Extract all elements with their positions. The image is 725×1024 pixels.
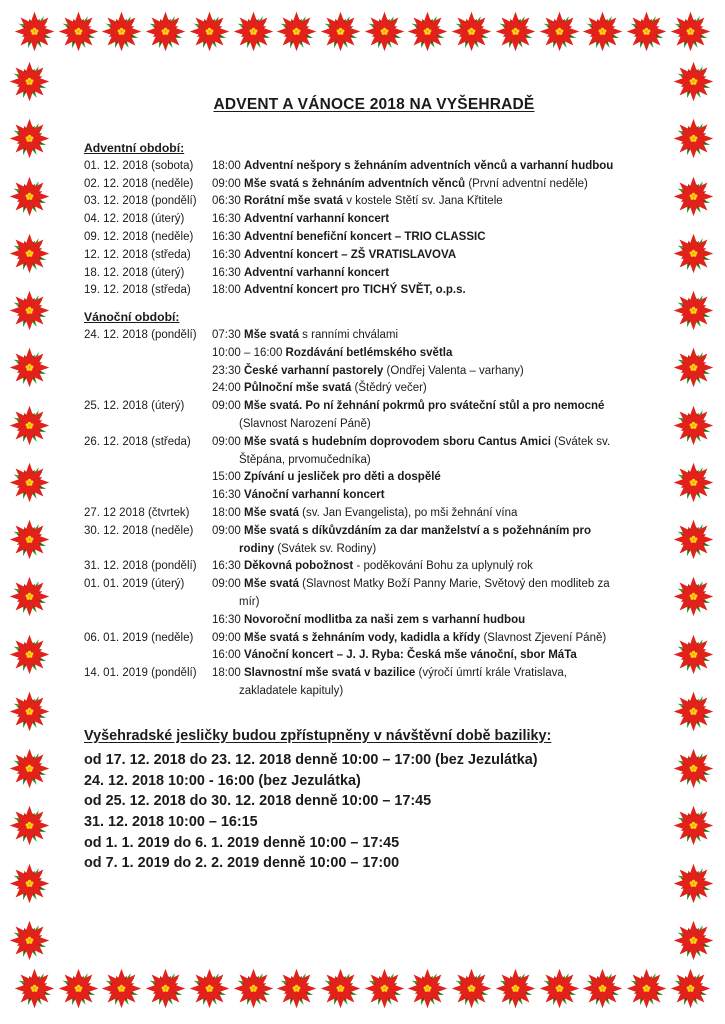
poinsettia-icon: [8, 346, 51, 389]
poinsettia-icon: [57, 967, 100, 1010]
schedule-row: [84, 158, 664, 176]
event-line: [212, 452, 664, 470]
event-cell: [212, 282, 664, 300]
event-title-text: Adventní benefiční koncert – TRIO CLASSIC: [243, 230, 486, 243]
schedule-row: [84, 193, 664, 211]
event-detail-text: 16:30: [212, 613, 244, 626]
poinsettia-icon: [669, 10, 712, 53]
event-detail-text: 15:00: [212, 471, 244, 484]
event-title-text: rodiny: [239, 542, 275, 555]
event-cell: [212, 265, 664, 283]
poinsettia-icon: [57, 10, 100, 53]
event-cell: [212, 434, 664, 505]
event-cell: [212, 576, 664, 629]
poinsettia-icon: [8, 575, 51, 618]
event-line: [212, 247, 664, 265]
poinsettia-icon: [672, 404, 715, 447]
poinsettia-icon: [672, 575, 715, 618]
poinsettia-icon: [188, 967, 231, 1010]
date-cell: 12. 12. 2018 (středa): [84, 248, 191, 261]
visiting-heading: Vyšehradské jesličky budou zpřístupněny v návštěvní době baziliky:: [84, 727, 552, 744]
event-detail-text: 09:00: [212, 400, 244, 413]
event-line: [212, 576, 664, 594]
section-heading: Vánoční období:: [84, 310, 180, 325]
date-cell: 09. 12. 2018 (neděle): [84, 230, 194, 243]
schedule-row: [84, 282, 664, 300]
event-line: [212, 158, 664, 176]
schedule-section: [84, 140, 664, 300]
event-detail-text: (Slavnost Matky Boží Panny Marie, Světový den modliteb za: [298, 578, 610, 591]
event-detail-text: 07:30: [212, 328, 244, 341]
event-detail-text: v kostele Stětí sv. Jana Křtitele: [343, 195, 503, 208]
poinsettia-icon: [232, 967, 275, 1010]
visiting-line: 31. 12. 2018 10:00 – 16:15: [84, 814, 258, 831]
event-title-text: Půlnoční mše svatá: [243, 382, 352, 395]
event-title-text: Mše svatá s díkůvzdáním za dar manželství a s požehnáním pro: [243, 524, 592, 537]
event-title-text: Adventní koncert – ZŠ VRATISLAVOVA: [243, 248, 457, 261]
poinsettia-icon: [669, 967, 712, 1010]
border-top: [13, 10, 712, 55]
event-cell: [212, 505, 664, 523]
event-line: [212, 363, 664, 381]
poinsettia-icon: [406, 967, 449, 1010]
schedule-row: [84, 176, 664, 194]
border-right: [672, 60, 717, 962]
schedule-row: [84, 665, 664, 701]
poinsettia-icon: [8, 804, 51, 847]
event-title-text: Mše svatá s hudebním doprovodem sboru Cantus Amici: [243, 435, 551, 448]
event-cell: [212, 176, 664, 194]
visiting-hours: [84, 726, 664, 874]
event-detail-text: 09:00: [212, 524, 244, 537]
visiting-line: od 1. 1. 2019 do 6. 1. 2019 denně 10:00 – 17:45: [84, 834, 400, 851]
event-detail-text: 23:30: [212, 364, 244, 377]
event-detail-text: 16:30: [212, 560, 244, 573]
event-title-text: Mše svatá: [243, 578, 299, 591]
event-title-text: Vánoční varhanní koncert: [243, 489, 385, 502]
poinsettia-icon: [672, 232, 715, 275]
event-detail-text: mír): [239, 595, 260, 608]
poinsettia-icon: [8, 117, 51, 160]
poinsettia-icon: [581, 10, 624, 53]
event-cell: [212, 193, 664, 211]
event-detail-text: 16:30: [212, 230, 244, 243]
date-cell: 24. 12. 2018 (pondělí): [84, 328, 197, 341]
poinsettia-icon: [8, 60, 51, 103]
event-cell: [212, 211, 664, 229]
poinsettia-icon: [672, 346, 715, 389]
poinsettia-icon: [8, 862, 51, 905]
event-cell: [212, 158, 664, 176]
event-cell: [212, 665, 664, 701]
event-line: [212, 176, 664, 194]
event-line: [212, 327, 664, 345]
date-cell: 06. 01. 2019 (neděle): [84, 631, 194, 644]
event-title-text: Děkovná pobožnost: [243, 560, 354, 573]
schedule-row: [84, 265, 664, 283]
poinsettia-icon: [672, 175, 715, 218]
event-detail-text: 16:00: [212, 649, 244, 662]
schedule-row: [84, 523, 664, 559]
date-cell: 31. 12. 2018 (pondělí): [84, 560, 197, 573]
poinsettia-icon: [672, 117, 715, 160]
date-cell: 03. 12. 2018 (pondělí): [84, 195, 197, 208]
poinsettia-icon: [8, 747, 51, 790]
poinsettia-icon: [672, 747, 715, 790]
event-line: [212, 505, 664, 523]
event-detail-text: 16:30: [212, 489, 244, 502]
poinsettia-icon: [494, 10, 537, 53]
event-detail-text: (Ondřej Valenta – varhany): [383, 364, 524, 377]
poinsettia-icon: [8, 404, 51, 447]
event-line: [212, 594, 664, 612]
event-detail-text: s ranními chválami: [298, 328, 399, 341]
event-detail-text: (Štědrý večer): [351, 382, 427, 395]
border-left: [8, 60, 53, 962]
visiting-line: 24. 12. 2018 10:00 - 16:00 (bez Jezulátka): [84, 772, 361, 789]
poinsettia-icon: [672, 60, 715, 103]
event-detail-text: 16:30: [212, 266, 244, 279]
poinsettia-icon: [100, 967, 143, 1010]
event-detail-text: Štěpána, prvomučedníka): [239, 453, 371, 466]
event-line: [212, 416, 664, 434]
event-title-text: Mše svatá s žehnáním vody, kadidla a křídy: [243, 631, 481, 644]
date-cell: 27. 12 2018 (čtvrtek): [84, 506, 190, 519]
event-title-text: Mše svatá s žehnáním adventních věnců: [243, 177, 466, 190]
event-detail-text: (Slavnost Zjevení Páně): [480, 631, 607, 644]
event-detail-text: 09:00: [212, 177, 244, 190]
schedule-row: [84, 229, 664, 247]
event-line: [212, 345, 664, 363]
poinsettia-icon: [581, 967, 624, 1010]
content: [84, 96, 664, 874]
event-line: [212, 398, 664, 416]
date-cell: 14. 01. 2019 (pondělí): [84, 667, 197, 680]
event-line: [212, 265, 664, 283]
event-title-text: Slavnostní mše svatá v bazilice: [243, 667, 416, 680]
poinsettia-icon: [625, 10, 668, 53]
event-title-text: Mše svatá. Po ní žehnání pokrmů pro sváteční stůl a pro nemocné: [243, 400, 605, 413]
event-title-text: Adventní varhanní koncert: [243, 266, 390, 279]
poinsettia-icon: [363, 967, 406, 1010]
border-bottom: [13, 967, 712, 1012]
visiting-line: od 25. 12. 2018 do 30. 12. 2018 denně 10:00 – 17:45: [84, 793, 432, 810]
date-cell: 18. 12. 2018 (úterý): [84, 266, 185, 279]
section-heading: Adventní období:: [84, 141, 185, 155]
event-detail-text: 24:00: [212, 382, 244, 395]
event-detail-text: 16:30: [212, 213, 244, 226]
event-title-text: Vánoční koncert – J. J. Ryba: Česká mše vánoční, sbor MáTa: [243, 649, 577, 662]
poinsettia-icon: [8, 518, 51, 561]
event-line: [212, 541, 664, 559]
date-cell: 26. 12. 2018 (středa): [84, 435, 191, 448]
poinsettia-icon: [144, 967, 187, 1010]
date-cell: 30. 12. 2018 (neděle): [84, 524, 194, 537]
event-detail-text: 09:00: [212, 578, 244, 591]
event-detail-text: 16:30: [212, 248, 244, 261]
event-line: [212, 469, 664, 487]
event-detail-text: (Slavnost Narození Páně): [239, 417, 371, 430]
event-line: [212, 434, 664, 452]
event-title-text: Novoroční modlitba za naši zem s varhanní hudbou: [243, 613, 526, 626]
event-title-text: Zpívání u jesliček pro děti a dospělé: [243, 471, 441, 484]
poinsettia-icon: [672, 690, 715, 733]
event-cell: [212, 398, 664, 434]
schedule-row: [84, 576, 664, 629]
event-detail-text: zakladatele kapituly): [239, 684, 344, 697]
event-title-text: Mše svatá: [243, 506, 299, 519]
event-cell: [212, 630, 664, 666]
poinsettia-icon: [275, 967, 318, 1010]
poinsettia-icon: [672, 919, 715, 962]
event-title-text: Adventní koncert pro TICHÝ SVĚT, o.p.s.: [243, 284, 466, 297]
poinsettia-icon: [538, 10, 581, 53]
event-title-text: České varhanní pastorely: [243, 364, 384, 377]
poinsettia-icon: [100, 10, 143, 53]
event-line: [212, 229, 664, 247]
event-line: [212, 630, 664, 648]
event-detail-text: (Svátek sv. Rodiny): [274, 542, 377, 555]
poinsettia-icon: [672, 862, 715, 905]
event-line: [212, 647, 664, 665]
poinsettia-icon: [275, 10, 318, 53]
event-cell: [212, 229, 664, 247]
poinsettia-icon: [8, 232, 51, 275]
schedule-row: [84, 630, 664, 666]
poinsettia-icon: [8, 690, 51, 733]
event-title-text: Adventní varhanní koncert: [243, 213, 390, 226]
event-detail-text: (Svátek sv.: [550, 435, 611, 448]
schedule-row: [84, 558, 664, 576]
event-title-text: Rorátní mše svatá: [243, 195, 344, 208]
poinsettia-icon: [8, 633, 51, 676]
event-detail-text: (výročí úmrtí krále Vratislava,: [415, 667, 567, 680]
poinsettia-icon: [672, 289, 715, 332]
event-cell: [212, 247, 664, 265]
event-title-text: Mše svatá: [243, 328, 299, 341]
event-detail-text: 18:00: [212, 667, 244, 680]
date-cell: 01. 01. 2019 (úterý): [84, 578, 185, 591]
poinsettia-icon: [625, 967, 668, 1010]
poinsettia-icon: [144, 10, 187, 53]
poinsettia-icon: [363, 10, 406, 53]
event-line: [212, 683, 664, 701]
date-cell: 04. 12. 2018 (úterý): [84, 213, 185, 226]
page-title: ADVENT A VÁNOCE 2018 NA VYŠEHRADĚ: [213, 96, 535, 113]
schedule-row: [84, 247, 664, 265]
date-cell: 01. 12. 2018 (sobota): [84, 159, 194, 172]
event-line: [212, 558, 664, 576]
poinsettia-icon: [188, 10, 231, 53]
event-line: [212, 211, 664, 229]
event-cell: [212, 523, 664, 559]
poinsettia-icon: [672, 461, 715, 504]
event-detail-text: 18:00: [212, 506, 244, 519]
schedule-row: [84, 398, 664, 434]
schedule-row: [84, 327, 664, 398]
poinsettia-icon: [319, 10, 362, 53]
poinsettia-icon: [13, 10, 56, 53]
poinsettia-icon: [672, 804, 715, 847]
poinsettia-icon: [672, 633, 715, 676]
schedule-sections: [84, 140, 664, 701]
schedule-row: [84, 505, 664, 523]
poinsettia-icon: [8, 919, 51, 962]
date-cell: 02. 12. 2018 (neděle): [84, 177, 194, 190]
event-detail-text: 10:00 – 16:00: [212, 346, 286, 359]
poinsettia-icon: [494, 967, 537, 1010]
event-detail-text: 06:30: [212, 195, 244, 208]
event-line: [212, 612, 664, 630]
event-detail-text: 09:00: [212, 631, 244, 644]
poinsettia-icon: [319, 967, 362, 1010]
event-detail-text: - poděkování Bohu za uplynulý rok: [353, 560, 533, 573]
poinsettia-icon: [8, 289, 51, 332]
event-line: [212, 193, 664, 211]
event-line: [212, 380, 664, 398]
schedule-row: [84, 434, 664, 505]
schedule-section: [84, 309, 664, 701]
poinsettia-icon: [538, 967, 581, 1010]
poinsettia-icon: [232, 10, 275, 53]
event-detail-text: (První adventní neděle): [465, 177, 588, 190]
visiting-line: od 17. 12. 2018 do 23. 12. 2018 denně 10:00 – 17:00 (bez Jezulátka): [84, 752, 538, 769]
visiting-lines: [84, 750, 664, 874]
event-detail-text: 18:00: [212, 159, 244, 172]
poinsettia-icon: [450, 10, 493, 53]
event-line: [212, 282, 664, 300]
poinsettia-icon: [13, 967, 56, 1010]
event-title-text: Adventní nešpory s žehnáním adventních věnců a varhanní hudbou: [243, 159, 614, 172]
visiting-line: od 7. 1. 2019 do 2. 2. 2019 denně 10:00 – 17:00: [84, 855, 400, 872]
event-detail-text: 18:00: [212, 284, 244, 297]
event-title-text: Rozdávání betlémského světla: [285, 346, 453, 359]
event-cell: [212, 558, 664, 576]
date-cell: 25. 12. 2018 (úterý): [84, 400, 185, 413]
poinsettia-icon: [450, 967, 493, 1010]
event-line: [212, 665, 664, 683]
event-line: [212, 523, 664, 541]
poinsettia-icon: [406, 10, 449, 53]
event-line: [212, 487, 664, 505]
poinsettia-icon: [672, 518, 715, 561]
schedule-row: [84, 211, 664, 229]
date-cell: 19. 12. 2018 (středa): [84, 284, 191, 297]
event-detail-text: (sv. Jan Evangelista), po mši žehnání vína: [298, 506, 518, 519]
event-cell: [212, 327, 664, 398]
event-detail-text: 09:00: [212, 435, 244, 448]
poinsettia-icon: [8, 175, 51, 218]
poinsettia-icon: [8, 461, 51, 504]
